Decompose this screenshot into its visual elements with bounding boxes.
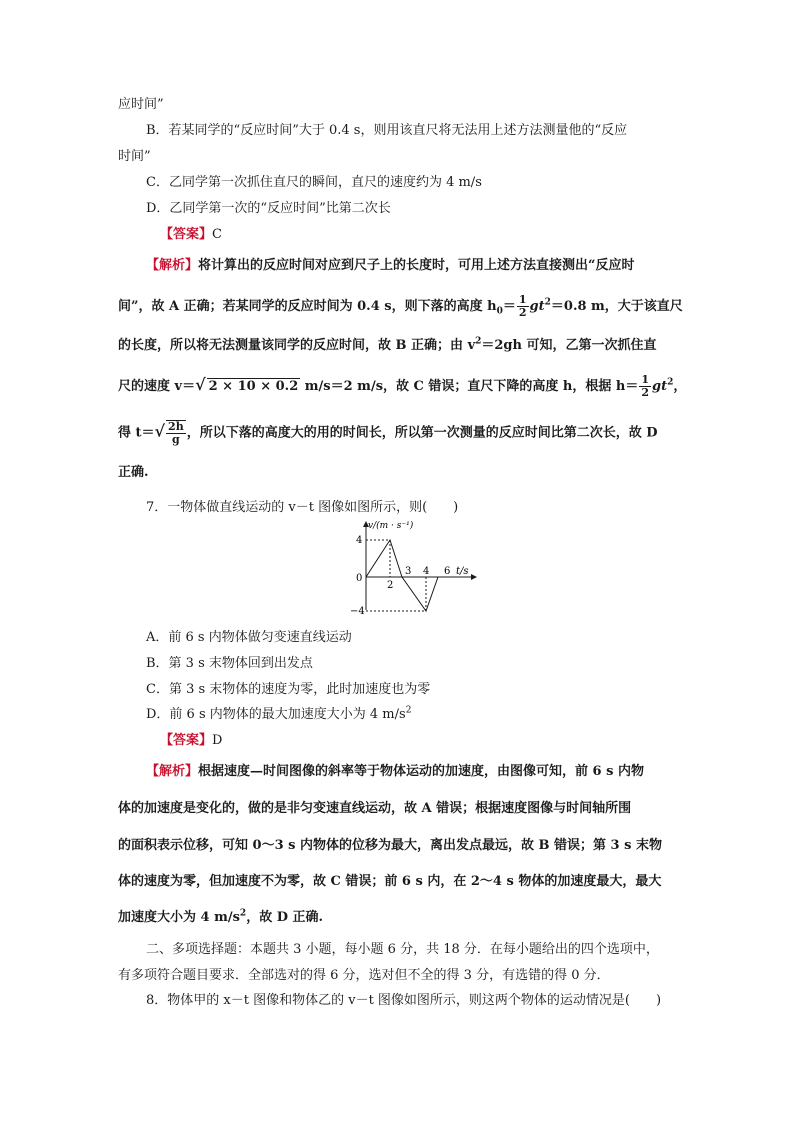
q6-analysis-line-1	[146, 256, 635, 276]
q7-analysis-line-3: 的面积表示位移，可知 0～3 s 内物体的位移为最大，离出发点最远，故 B 错误；第 3 s 末物	[118, 838, 662, 853]
q6-option-b: B．若某同学的“反应时间”大于 0.4 s，则用该直尺将无法用上述方法测量他的“反应	[146, 123, 628, 138]
analysis-text: 间”，故 A 正确；若某同学的反应时间为 0.4 s，则下落的高度 h	[118, 299, 497, 314]
answer-value: D	[212, 733, 223, 748]
denominator: 2	[518, 306, 527, 319]
q6-analysis-line-5	[118, 420, 658, 446]
sqrt-icon: √	[154, 421, 166, 441]
q7-answer	[160, 731, 222, 751]
fraction	[517, 294, 529, 319]
q7-option-b: B．第 3 s 末物体回到出发点	[146, 656, 313, 671]
superscript: 2	[475, 336, 482, 347]
answer-label: 【答案】	[160, 227, 213, 242]
numerator: 1	[641, 373, 650, 386]
radicand: 2 × 10 × 0.2	[208, 379, 299, 394]
fraction	[166, 420, 186, 446]
x-axis-label: t/s	[456, 566, 469, 577]
q7-option-d	[146, 705, 411, 725]
analysis-text: 根据速度—时间图像的斜率等于物体运动的加速度，由图像可知，前 6 s 内物	[198, 764, 644, 779]
q6-analysis-line-6: 正确.	[118, 465, 149, 480]
section-2-heading-line-2: 有多项符合题目要求．全部选对的得 6 分，选对但不全的得 3 分，有选错的得 0 分．	[118, 968, 610, 983]
analysis-label: 【解析】	[146, 258, 199, 273]
tick-x-6: 6	[444, 566, 451, 577]
fraction	[639, 374, 651, 399]
q6-option-b-continued: 时间”	[118, 149, 151, 164]
analysis-text: 加速度大小为 4 m/s	[118, 910, 240, 925]
analysis-text: m/s＝2 m/s，故 C 错误；直尺下降的高度 h，根据 h＝	[300, 379, 639, 394]
analysis-text: ，	[673, 379, 687, 394]
q7-analysis-line-5	[118, 908, 323, 928]
q7-option-a: A．前 6 s 内物体做匀变速直线运动	[146, 630, 352, 645]
denominator: g	[172, 433, 180, 446]
q6-option-a-continued: 应时间”	[118, 97, 164, 112]
q6-analysis-line-2	[118, 294, 683, 322]
vt-graph	[336, 518, 486, 618]
y-axis-label: v/(m · s⁻¹)	[368, 521, 414, 531]
sqrt-icon: √	[195, 375, 206, 394]
analysis-text: ＝0.8 m，大于该直尺	[550, 299, 683, 314]
q6-option-d: D．乙同学第一次的“反应时间”比第二次长	[146, 201, 391, 216]
q6-option-c: C．乙同学第一次抓住直尺的瞬间，直尺的速度约为 4 m/s	[146, 175, 482, 190]
analysis-text: 尺的速度 v＝	[118, 379, 196, 394]
superscript: 2	[667, 377, 674, 388]
q6-answer	[160, 225, 222, 245]
analysis-text: 得 t＝	[118, 425, 155, 441]
section-2-heading-line-1: 二、多项选择题：本题共 3 小题，每小题 6 分，共 18 分．在每小题给出的四个选项中，	[146, 942, 659, 957]
superscript: 2	[239, 908, 247, 919]
analysis-text: 将计算出的反应时间对应到尺子上的长度时，可用上述方法直接测出“反应时	[198, 258, 635, 273]
q7-analysis-line-4: 体的速度为零，但加速度不为零，故 C 错误；前 6 s 内，在 2～4 s 物体的加速度最大，最大	[118, 874, 662, 889]
denominator: 2	[641, 386, 650, 399]
analysis-text: ，所以下落的高度大的用的时间长，所以第一次测量的反应时间比第二次长，故 D	[186, 425, 658, 441]
q8-stem: 8．物体甲的 x－t 图像和物体乙的 v－t 图像如图所示，则这两个物体的运动情况是( )	[146, 993, 662, 1008]
formula-gt: gt	[652, 379, 668, 394]
option-text: D．前 6 s 内物体的最大加速度大小为 4 m/s	[146, 707, 406, 722]
superscript: 2	[405, 705, 412, 716]
analysis-text: ，故 D 正确.	[246, 910, 324, 925]
formula-gt: gt	[529, 299, 545, 314]
tick-x-4: 4	[423, 566, 430, 577]
superscript: 2	[544, 297, 551, 308]
q7-analysis-line-1	[146, 762, 644, 782]
analysis-text: 的长度，所以将无法测量该同学的反应时间，故 B 正确；由 v	[118, 338, 476, 353]
tick-y-neg4: −4	[350, 606, 365, 617]
subscript: 0	[496, 306, 503, 317]
tick-x-3: 3	[405, 566, 412, 577]
numerator: 1	[518, 293, 527, 306]
tick-x-2: 2	[387, 580, 394, 591]
tick-y-4: 4	[356, 535, 363, 546]
q7-stem: 7．一物体做直线运动的 v－t 图像如图所示，则( )	[146, 500, 459, 515]
q7-analysis-line-2: 体的加速度是变化的，做的是非匀变速直线运动，故 A 错误；根据速度图像与时间轴所围	[118, 801, 632, 816]
tick-y-0: 0	[356, 573, 363, 584]
q6-analysis-line-4	[118, 374, 686, 399]
answer-label: 【答案】	[160, 733, 213, 748]
analysis-label: 【解析】	[146, 764, 199, 779]
equals: ＝	[502, 299, 516, 314]
analysis-text: ＝2gh 可知，乙第一次抓住直	[481, 338, 657, 353]
q6-analysis-line-3	[118, 336, 657, 356]
answer-value: C	[212, 227, 222, 242]
q7-option-c: C．第 3 s 末物体的速度为零，此时加速度也为零	[146, 682, 431, 697]
numerator: 2h	[168, 420, 184, 433]
